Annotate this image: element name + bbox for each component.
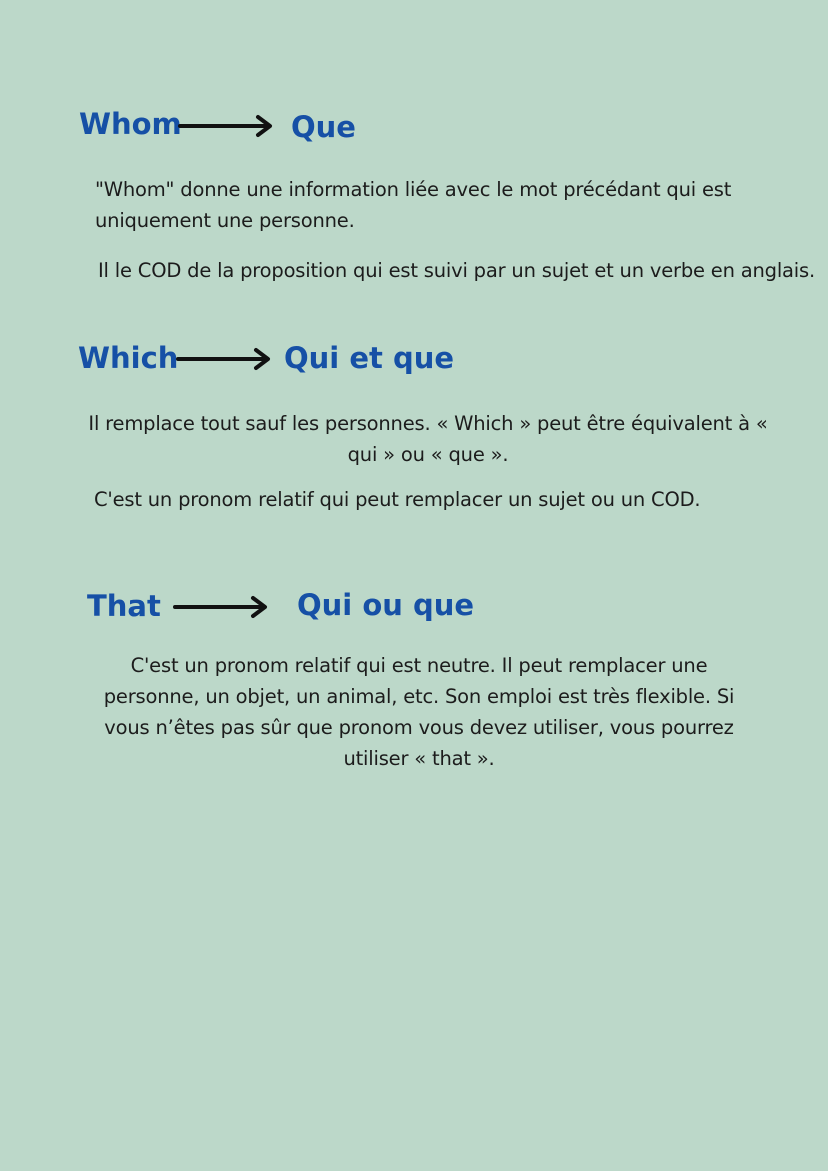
arrow-right-icon (176, 347, 274, 371)
section-which-right-term: Qui et que (284, 341, 455, 375)
section-whom-left-term: Whom (79, 107, 182, 141)
section-whom-paragraph-2: Il le COD de la proposition qui est suivi par un sujet et un verbe en anglais. (98, 259, 815, 282)
section-that-left-term: That (87, 589, 161, 623)
arrow-right-icon (178, 114, 276, 138)
section-whom-right-term: Que (291, 110, 356, 144)
section-which-paragraph-1: Il remplace tout sauf les personnes. « Which » peut être équivalent à « qui » ou « que ». (88, 412, 768, 466)
section-which-paragraph-2: C'est un pronom relatif qui peut remplacer un sujet ou un COD. (94, 488, 701, 511)
section-that-right-term: Qui ou que (297, 588, 475, 622)
section-that-paragraph-1: C'est un pronom relatif qui est neutre. Il peut remplacer une personne, un objet, un animal, etc. Son emploi est très flexible. Si vous n’êtes pas sûr que pronom vous devez utiliser, vous pourrez utiliser « that ». (103, 654, 735, 770)
section-whom-paragraph-1: "Whom" donne une information liée avec le mot précédant qui est uniquement une personne. (95, 178, 732, 232)
arrow-right-icon (173, 595, 271, 619)
section-which-left-term: Which (78, 341, 179, 375)
